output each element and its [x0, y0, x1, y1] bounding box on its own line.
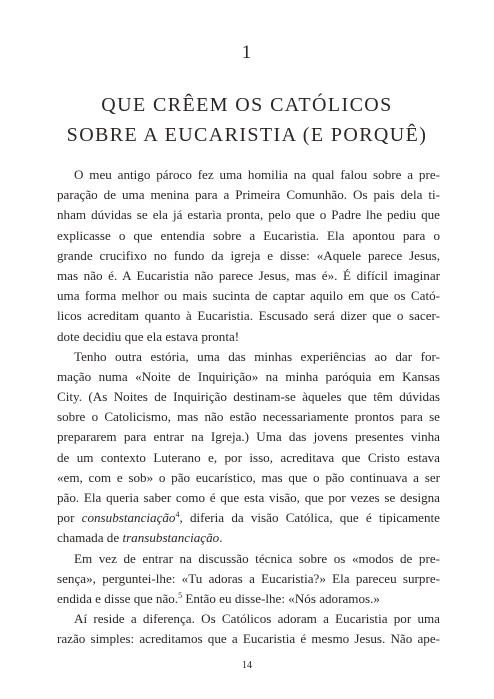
text-line: «em, com e sob» o pão eucarístico, mas que o pão continuava a ser — [57, 469, 440, 485]
text-line — [57, 528, 440, 548]
text-segment: , diferia da visão Católica, que é tipicamente — [179, 510, 440, 526]
text-segment: chamada de — [57, 530, 123, 546]
italic-term: consubstanciação — [81, 510, 176, 526]
text-line: nham dúvidas se ela já estaria pronta, pelo que o Padre lhe pediu que — [57, 207, 440, 223]
footnote-marker: 5 — [178, 590, 183, 600]
text-line: Aí reside a diferença. Os Católicos adoram a Eucaristia por uma — [74, 611, 440, 627]
text-line: uma forma melhor ou mais sucinta de captar aquilo em que os Cató- — [57, 288, 440, 304]
text-line: razão simples: acreditamos que a Eucaristia é mesmo Jesus. Não ape- — [57, 631, 440, 647]
text-line: explicasse o que entendia sobre a Eucaristia. Ela apontou para o — [57, 227, 440, 243]
text-line — [57, 508, 440, 528]
text-line: prepararem para entrar na Igreja.) Uma das jovens presentes vinha — [57, 429, 440, 445]
text-line: Tenho outra estória, uma das minhas experiências ao dar for- — [74, 348, 440, 364]
text-line: pão. Ela queria saber como é que esta visão, que por vezes se designa — [57, 490, 440, 505]
chapter-number: 1 — [241, 42, 253, 63]
text-segment: endida e disse que não. — [57, 590, 179, 606]
text-line: Em vez de entrar na discussão técnica sobre os «modos de pre- — [74, 550, 440, 566]
text-line: sobre o Catolicismo, mas não estão necessariamente prontos para se — [57, 409, 440, 425]
page-number: 14 — [242, 660, 252, 671]
text-line: licos acreditam quanto à Eucaristia. Escusado será dizer que o sacer- — [57, 308, 440, 324]
text-line: dote decidiu que ela estava pronta! — [57, 328, 240, 344]
text-line: mas não é. A Eucaristia não parece Jesus, mas é». É difícil imaginar — [57, 267, 440, 283]
chapter-title-line-2: SOBRE A EUCARISTIA (E PORQUÊ) — [66, 124, 428, 146]
text-line: City. (As Noites de Inquirição destinam-se àqueles que têm dúvidas — [57, 389, 440, 405]
text-segment: Então eu disse-lhe: «Nós adoramos.» — [182, 590, 380, 606]
chapter-title-line-1: QUE CRÊEM OS CATÓLICOS — [101, 94, 393, 116]
text-line — [57, 589, 440, 609]
body-text — [57, 165, 440, 650]
text-line: O meu antigo pároco fez uma homilia na qual falou sobre a pre- — [74, 167, 440, 182]
text-segment: por — [57, 510, 82, 526]
italic-term: transubstanciação — [122, 530, 220, 546]
chapter-title — [0, 90, 494, 150]
text-line: mação numa «Noite de Inquirição» na minha paróquia em Kansas — [57, 368, 440, 384]
footnote-marker: 4 — [175, 510, 180, 520]
text-segment: . — [219, 530, 223, 546]
text-line: sença», perguntei-lhe: «Tu adoras a Eucaristia?» Ela pareceu surpre- — [57, 570, 440, 586]
text-line: grande crucifixo no fundo da igreja e disse: «Aquele parece Jesus, — [57, 247, 440, 263]
text-line: paração de uma menina para a Primeira Comunhão. Os pais dela ti- — [57, 187, 440, 203]
text-line: de um contexto Luterano e, por isso, acreditava que Cristo estava — [57, 449, 440, 465]
